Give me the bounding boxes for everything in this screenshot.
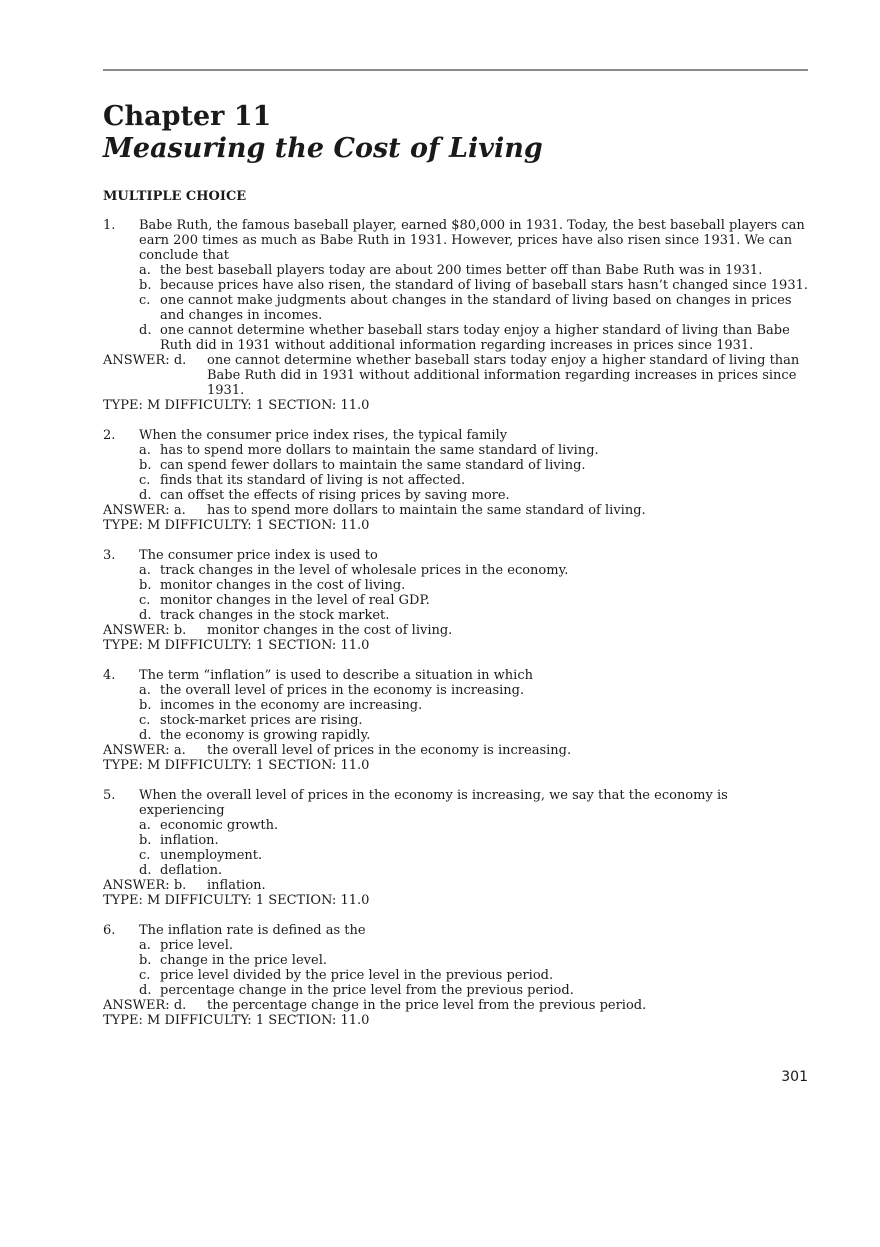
- answer-option: [103, 473, 808, 488]
- answer-option: [103, 728, 808, 743]
- option-letter: b.: [139, 278, 152, 293]
- answer-option: [103, 608, 808, 623]
- answer-option: [103, 263, 808, 278]
- option-letter: b.: [139, 698, 152, 713]
- option-letter: a.: [139, 263, 151, 278]
- answer-option: [103, 863, 808, 878]
- question-meta: TYPE: M DIFFICULTY: 1 SECTION: 11.0: [103, 893, 370, 908]
- answer-text: monitor changes in the cost of living.: [207, 623, 453, 638]
- option-letter: d.: [139, 863, 152, 878]
- answer-line: [103, 353, 808, 398]
- question-meta: TYPE: M DIFFICULTY: 1 SECTION: 11.0: [103, 758, 370, 773]
- answer-label: ANSWER: a.: [103, 743, 186, 758]
- answer-option: [103, 983, 808, 998]
- option-text: the economy is growing rapidly.: [160, 728, 371, 743]
- option-letter: c.: [139, 593, 151, 608]
- answer-label: ANSWER: b.: [103, 623, 187, 638]
- answer-option: [103, 578, 808, 593]
- answer-line: [103, 503, 808, 518]
- question-text: The consumer price index is used to: [139, 548, 378, 563]
- question-stem: [103, 548, 808, 563]
- question-stem: [103, 218, 808, 263]
- answer-option: [103, 953, 808, 968]
- question-number: 6.: [103, 923, 116, 938]
- answer-option: [103, 278, 808, 293]
- answer-text: the overall level of prices in the economy is increasing.: [207, 743, 572, 758]
- question-number: 4.: [103, 668, 116, 683]
- chapter-number: Chapter 11: [103, 101, 272, 132]
- option-text: unemployment.: [160, 848, 263, 863]
- answer-text: has to spend more dollars to maintain the same standard of living.: [207, 503, 646, 518]
- question-stem: [103, 428, 808, 443]
- section-heading: MULTIPLE CHOICE: [103, 189, 247, 204]
- question-item: [103, 218, 808, 413]
- answer-option: [103, 938, 808, 953]
- answer-line: [103, 998, 808, 1013]
- answer-option: [103, 968, 808, 983]
- option-text: the overall level of prices in the economy is increasing.: [160, 683, 525, 698]
- option-text: track changes in the level of wholesale prices in the economy.: [160, 563, 569, 578]
- answer-line: [103, 743, 808, 758]
- option-text: economic growth.: [160, 818, 279, 833]
- option-letter: c.: [139, 968, 151, 983]
- option-text: stock-market prices are rising.: [160, 713, 363, 728]
- option-letter: c.: [139, 713, 151, 728]
- question-number: 3.: [103, 548, 116, 563]
- page-number: 301: [781, 1069, 808, 1085]
- option-letter: c.: [139, 293, 151, 308]
- question-text: When the consumer price index rises, the typical family: [139, 428, 508, 443]
- option-text: has to spend more dollars to maintain the same standard of living.: [160, 443, 599, 458]
- answer-option: [103, 683, 808, 698]
- option-letter: c.: [139, 473, 151, 488]
- option-letter: d.: [139, 608, 152, 623]
- question-stem: [103, 923, 808, 938]
- option-letter: a.: [139, 818, 151, 833]
- question-item: [103, 548, 808, 653]
- option-text: can offset the effects of rising prices by saving more.: [160, 488, 510, 503]
- question-item: [103, 668, 808, 773]
- question-stem: [103, 788, 808, 818]
- option-letter: b.: [139, 833, 152, 848]
- question-list: [103, 218, 808, 1043]
- answer-option: [103, 293, 808, 323]
- option-text: monitor changes in the level of real GDP.: [160, 593, 430, 608]
- option-text: percentage change in the price level from the previous period.: [160, 983, 574, 998]
- answer-text: one cannot determine whether baseball stars today enjoy a higher standard of living than Babe Ruth did in 1931 without additional information regarding increases in prices since 1931.: [207, 353, 800, 398]
- answer-option: [103, 488, 808, 503]
- answer-line: [103, 623, 808, 638]
- question-text: When the overall level of prices in the economy is increasing, we say that the economy is experiencing: [139, 788, 728, 818]
- answer-option: [103, 593, 808, 608]
- option-text: change in the price level.: [160, 953, 327, 968]
- option-letter: b.: [139, 578, 152, 593]
- question-text: The inflation rate is defined as the: [139, 923, 366, 938]
- option-letter: a.: [139, 443, 151, 458]
- option-letter: a.: [139, 563, 151, 578]
- question-text: The term “inflation” is used to describe a situation in which: [139, 668, 533, 683]
- question-number: 5.: [103, 788, 116, 803]
- option-letter: d.: [139, 728, 152, 743]
- question-meta: TYPE: M DIFFICULTY: 1 SECTION: 11.0: [103, 1013, 370, 1028]
- question-text: Babe Ruth, the famous baseball player, earned $80,000 in 1931. Today, the best baseball players can earn 200 times as much as Babe Ruth in 1931. However, prices have also risen since 1931. We can conclude that: [139, 218, 805, 263]
- answer-option: [103, 713, 808, 728]
- option-letter: d.: [139, 983, 152, 998]
- option-text: monitor changes in the cost of living.: [160, 578, 406, 593]
- option-text: can spend fewer dollars to maintain the same standard of living.: [160, 458, 586, 473]
- question-meta: TYPE: M DIFFICULTY: 1 SECTION: 11.0: [103, 518, 370, 533]
- question-meta: TYPE: M DIFFICULTY: 1 SECTION: 11.0: [103, 638, 370, 653]
- question-item: [103, 428, 808, 533]
- option-text: finds that its standard of living is not affected.: [160, 473, 466, 488]
- option-text: one cannot determine whether baseball stars today enjoy a higher standard of living than Babe Ruth did in 1931 without additional information regarding increases in prices since 1931.: [160, 323, 790, 353]
- answer-option: [103, 563, 808, 578]
- answer-option: [103, 848, 808, 863]
- option-text: inflation.: [160, 833, 219, 848]
- answer-label: ANSWER: b.: [103, 878, 187, 893]
- option-letter: a.: [139, 938, 151, 953]
- answer-label: ANSWER: a.: [103, 503, 186, 518]
- option-text: one cannot make judgments about changes in the standard of living based on changes in prices and changes in incomes.: [160, 293, 792, 323]
- answer-option: [103, 323, 808, 353]
- answer-text: inflation.: [207, 878, 266, 893]
- question-item: [103, 788, 808, 908]
- question-number: 1.: [103, 218, 116, 233]
- answer-label: ANSWER: d.: [103, 998, 187, 1013]
- option-text: deflation.: [160, 863, 223, 878]
- answer-label: ANSWER: d.: [103, 353, 187, 368]
- question-item: [103, 923, 808, 1028]
- answer-option: [103, 698, 808, 713]
- answer-option: [103, 443, 808, 458]
- answer-option: [103, 458, 808, 473]
- header-rule: [103, 69, 808, 71]
- option-letter: c.: [139, 848, 151, 863]
- chapter-heading: [103, 100, 543, 164]
- question-stem: [103, 668, 808, 683]
- option-text: price level divided by the price level in the previous period.: [160, 968, 554, 983]
- option-text: track changes in the stock market.: [160, 608, 390, 623]
- option-letter: d.: [139, 323, 152, 338]
- chapter-title: Measuring the Cost of Living: [103, 133, 543, 164]
- option-text: incomes in the economy are increasing.: [160, 698, 423, 713]
- option-text: price level.: [160, 938, 233, 953]
- answer-text: the percentage change in the price level from the previous period.: [207, 998, 647, 1013]
- option-text: because prices have also risen, the standard of living of baseball stars hasn’t changed since 1931.: [160, 278, 809, 293]
- option-letter: b.: [139, 458, 152, 473]
- answer-option: [103, 818, 808, 833]
- option-text: the best baseball players today are about 200 times better off than Babe Ruth was in 1931.: [160, 263, 763, 278]
- answer-line: [103, 878, 808, 893]
- option-letter: a.: [139, 683, 151, 698]
- answer-option: [103, 833, 808, 848]
- option-letter: d.: [139, 488, 152, 503]
- question-number: 2.: [103, 428, 116, 443]
- option-letter: b.: [139, 953, 152, 968]
- question-meta: TYPE: M DIFFICULTY: 1 SECTION: 11.0: [103, 398, 370, 413]
